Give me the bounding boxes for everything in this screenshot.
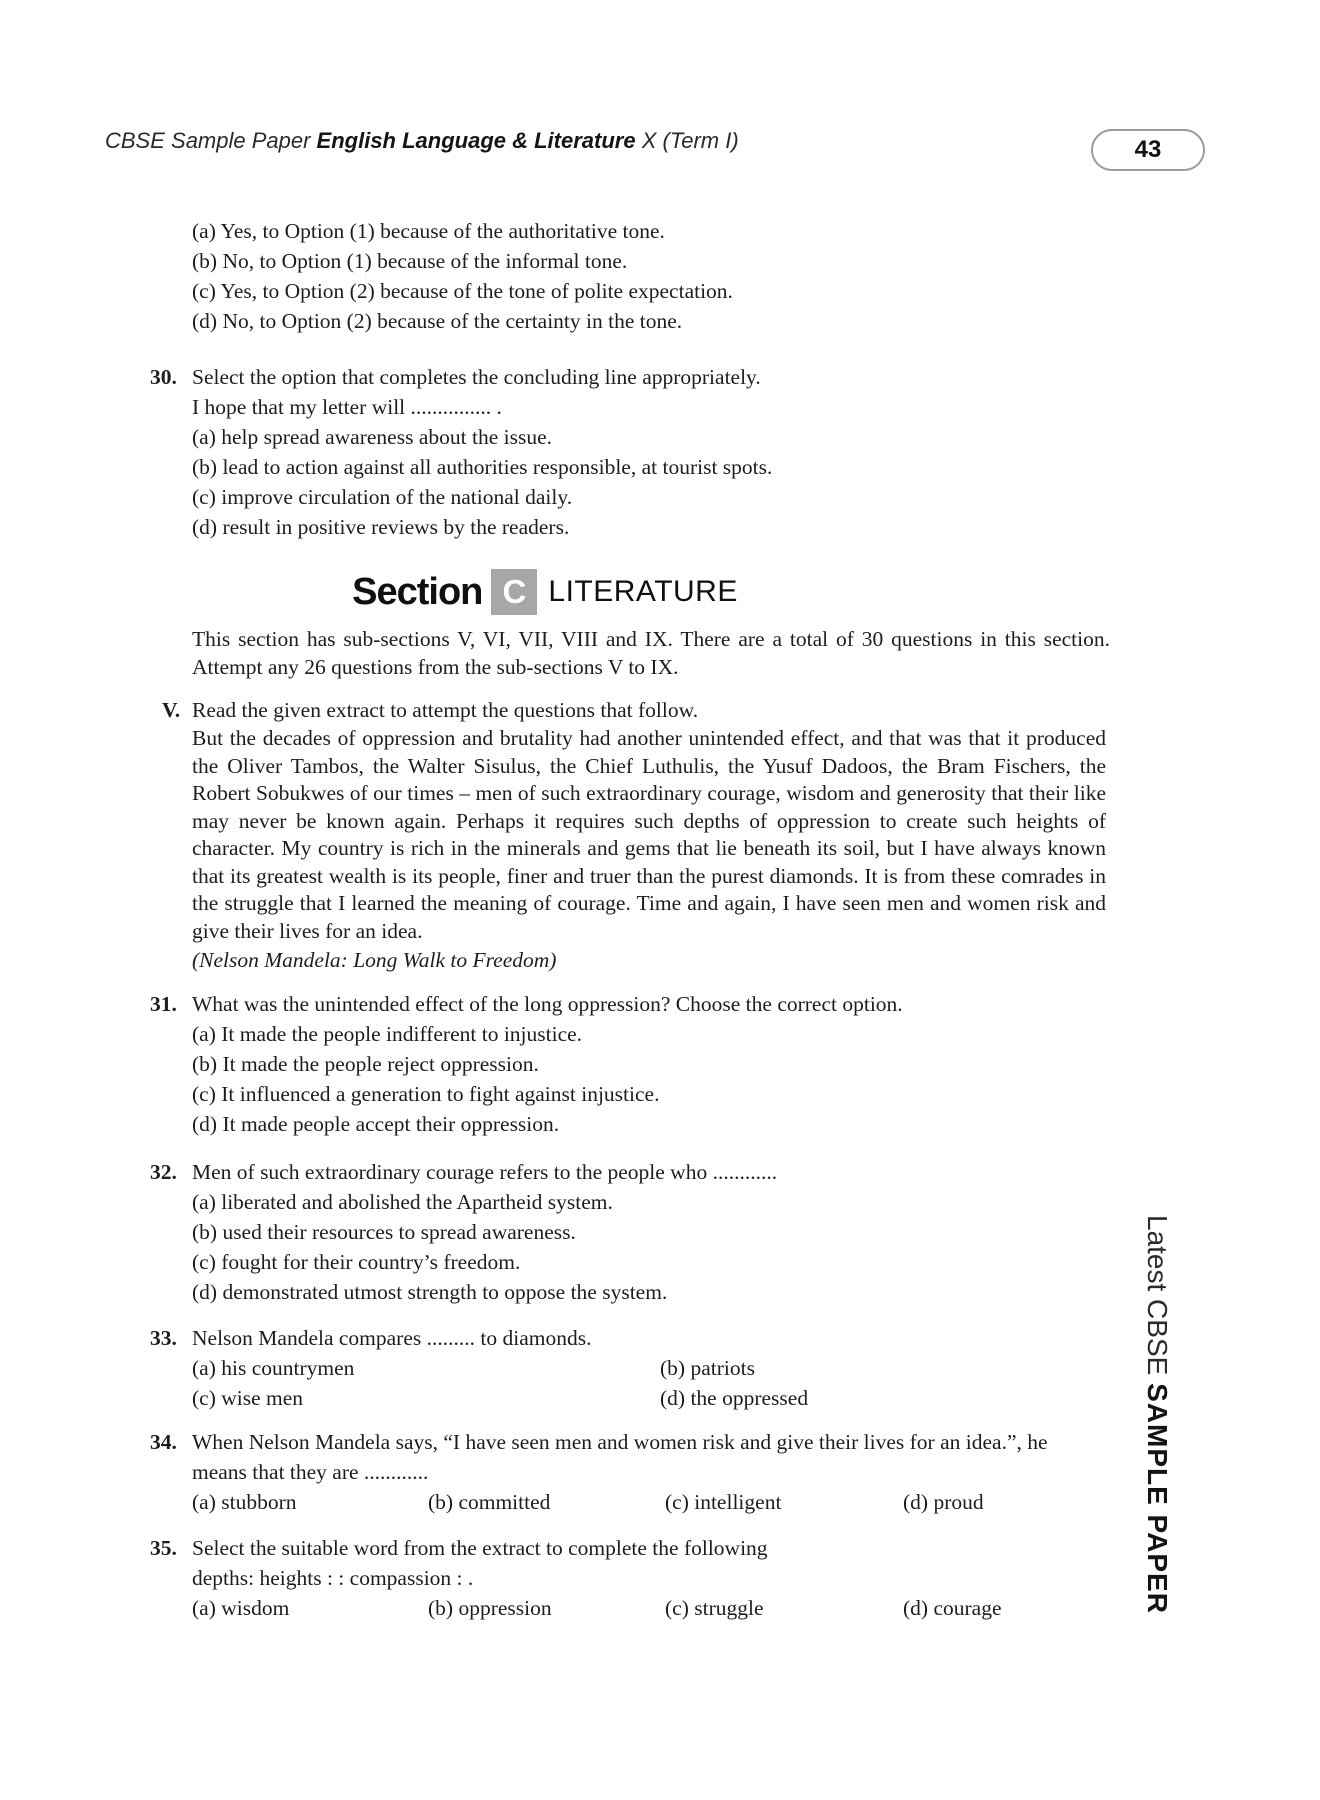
section-heading <box>65 566 1025 618</box>
subsection-number: V. <box>162 698 181 722</box>
question-stem: Nelson Mandela compares ......... to diamonds. <box>192 1326 592 1350</box>
question-number: 32. <box>150 1160 177 1184</box>
subsection-instruction: Read the given extract to attempt the questions that follow. <box>192 698 699 722</box>
question-fill-line: I hope that my letter will ............... . <box>192 395 502 419</box>
question-stem: Select the option that completes the concluding line appropriately. <box>192 365 761 389</box>
section-letter-box: C <box>491 569 537 615</box>
option: (a) liberated and abolished the Apartheid system. <box>192 1190 613 1214</box>
option: (c) It influenced a generation to fight against injustice. <box>192 1082 660 1106</box>
option: (b) committed <box>428 1490 551 1514</box>
option: (b) oppression <box>428 1596 552 1620</box>
header-title-prefix: CBSE Sample Paper <box>105 128 317 153</box>
page-header <box>105 128 739 154</box>
question-32 <box>150 1157 1110 1307</box>
lead-options <box>192 216 1110 336</box>
option: (c) intelligent <box>665 1490 782 1514</box>
option: (d) No, to Option (2) because of the certainty in the tone. <box>192 309 683 333</box>
option: (b) lead to action against all authorities responsible, at tourist spots. <box>192 455 773 479</box>
option: (d) the oppressed <box>660 1386 809 1410</box>
question-34 <box>150 1427 1110 1517</box>
page-content <box>150 216 1110 1623</box>
option: (c) struggle <box>665 1596 764 1620</box>
option: (d) proud <box>903 1490 984 1514</box>
page-number: 43 <box>1134 136 1162 163</box>
header-title-suffix: X (Term I) <box>635 128 739 153</box>
option: (c) wise men <box>192 1386 304 1410</box>
question-stem: When Nelson Mandela says, “I have seen men and women risk and give their lives for an idea.”, he means that they are ............ <box>192 1430 1048 1484</box>
question-31 <box>150 989 1110 1139</box>
subsection-v <box>150 695 1110 975</box>
question-stem-line2: depths: heights : : compassion : . <box>192 1566 474 1590</box>
option: (a) Yes, to Option (1) because of the authoritative tone. <box>192 219 665 243</box>
option: (c) Yes, to Option (2) because of the tone of polite expectation. <box>192 279 733 303</box>
page-number-badge <box>1091 129 1205 171</box>
option: (b) No, to Option (1) because of the informal tone. <box>192 249 628 273</box>
option: (a) stubborn <box>192 1490 297 1514</box>
option: (d) demonstrated utmost strength to oppose the system. <box>192 1280 668 1304</box>
option: (a) help spread awareness about the issue. <box>192 425 552 449</box>
option: (c) improve circulation of the national daily. <box>192 485 573 509</box>
option: (d) result in positive reviews by the readers. <box>192 515 570 539</box>
question-33 <box>150 1323 1110 1413</box>
option: (a) wisdom <box>192 1596 290 1620</box>
option: (a) his countrymen <box>192 1356 355 1380</box>
option: (b) It made the people reject oppression. <box>192 1052 539 1076</box>
option: (c) fought for their country’s freedom. <box>192 1250 521 1274</box>
option: (b) used their resources to spread awareness. <box>192 1220 576 1244</box>
section-word: Section <box>352 571 483 613</box>
question-stem: What was the unintended effect of the long oppression? Choose the correct option. <box>192 992 903 1016</box>
question-number: 30. <box>150 365 177 389</box>
question-number: 31. <box>150 992 177 1016</box>
extract-paragraph: But the decades of oppression and brutality had another unintended effect, and that was that it produced the Oliver Tambos, the Walter Sisulus, the Chief Luthulis, the Yusuf Dadoos, the Bram Fischers, the Robert Sobukwes of our times – men of such extraordinary courage, wisdom and generosity that their like may never be known again. Perhaps it requires such depths of oppression to create such heights of character. My country is rich in the minerals and gems that lie beneath its soil, but I have always known that its greatest wealth is its people, finer and truer than the purest diamonds. It is from these comrades in the struggle that I learned the meaning of courage. Time and again, I have seen men and women risk and give their lives for an idea. <box>192 726 1106 943</box>
header-title-subject: English Language & Literature <box>316 128 636 153</box>
side-banner-series: Latest CBSE <box>1142 1215 1173 1384</box>
extract-source: (Nelson Mandela: Long Walk to Freedom) <box>192 948 557 972</box>
side-banner-title: SAMPLE PAPER <box>1142 1383 1173 1614</box>
question-number: 33. <box>150 1326 177 1350</box>
option: (d) It made people accept their oppression. <box>192 1112 560 1136</box>
option: (b) patriots <box>660 1356 755 1380</box>
section-intro: This section has sub-sections V, VI, VII, VIII and IX. There are a total of 30 questions in this section. Attempt any 26 questions from the sub-sections V to IX. <box>192 627 1110 679</box>
section-title: LITERATURE <box>548 575 738 608</box>
question-number: 35. <box>150 1536 177 1560</box>
question-30 <box>150 362 1110 542</box>
question-number: 34. <box>150 1430 177 1454</box>
option: (a) It made the people indifferent to injustice. <box>192 1022 583 1046</box>
side-banner <box>1141 1215 1173 1614</box>
question-stem: Men of such extraordinary courage refers to the people who ............ <box>192 1160 778 1184</box>
question-stem-line1: Select the suitable word from the extract to complete the following <box>192 1536 768 1560</box>
question-35 <box>150 1533 1110 1623</box>
option: (d) courage <box>903 1596 1002 1620</box>
